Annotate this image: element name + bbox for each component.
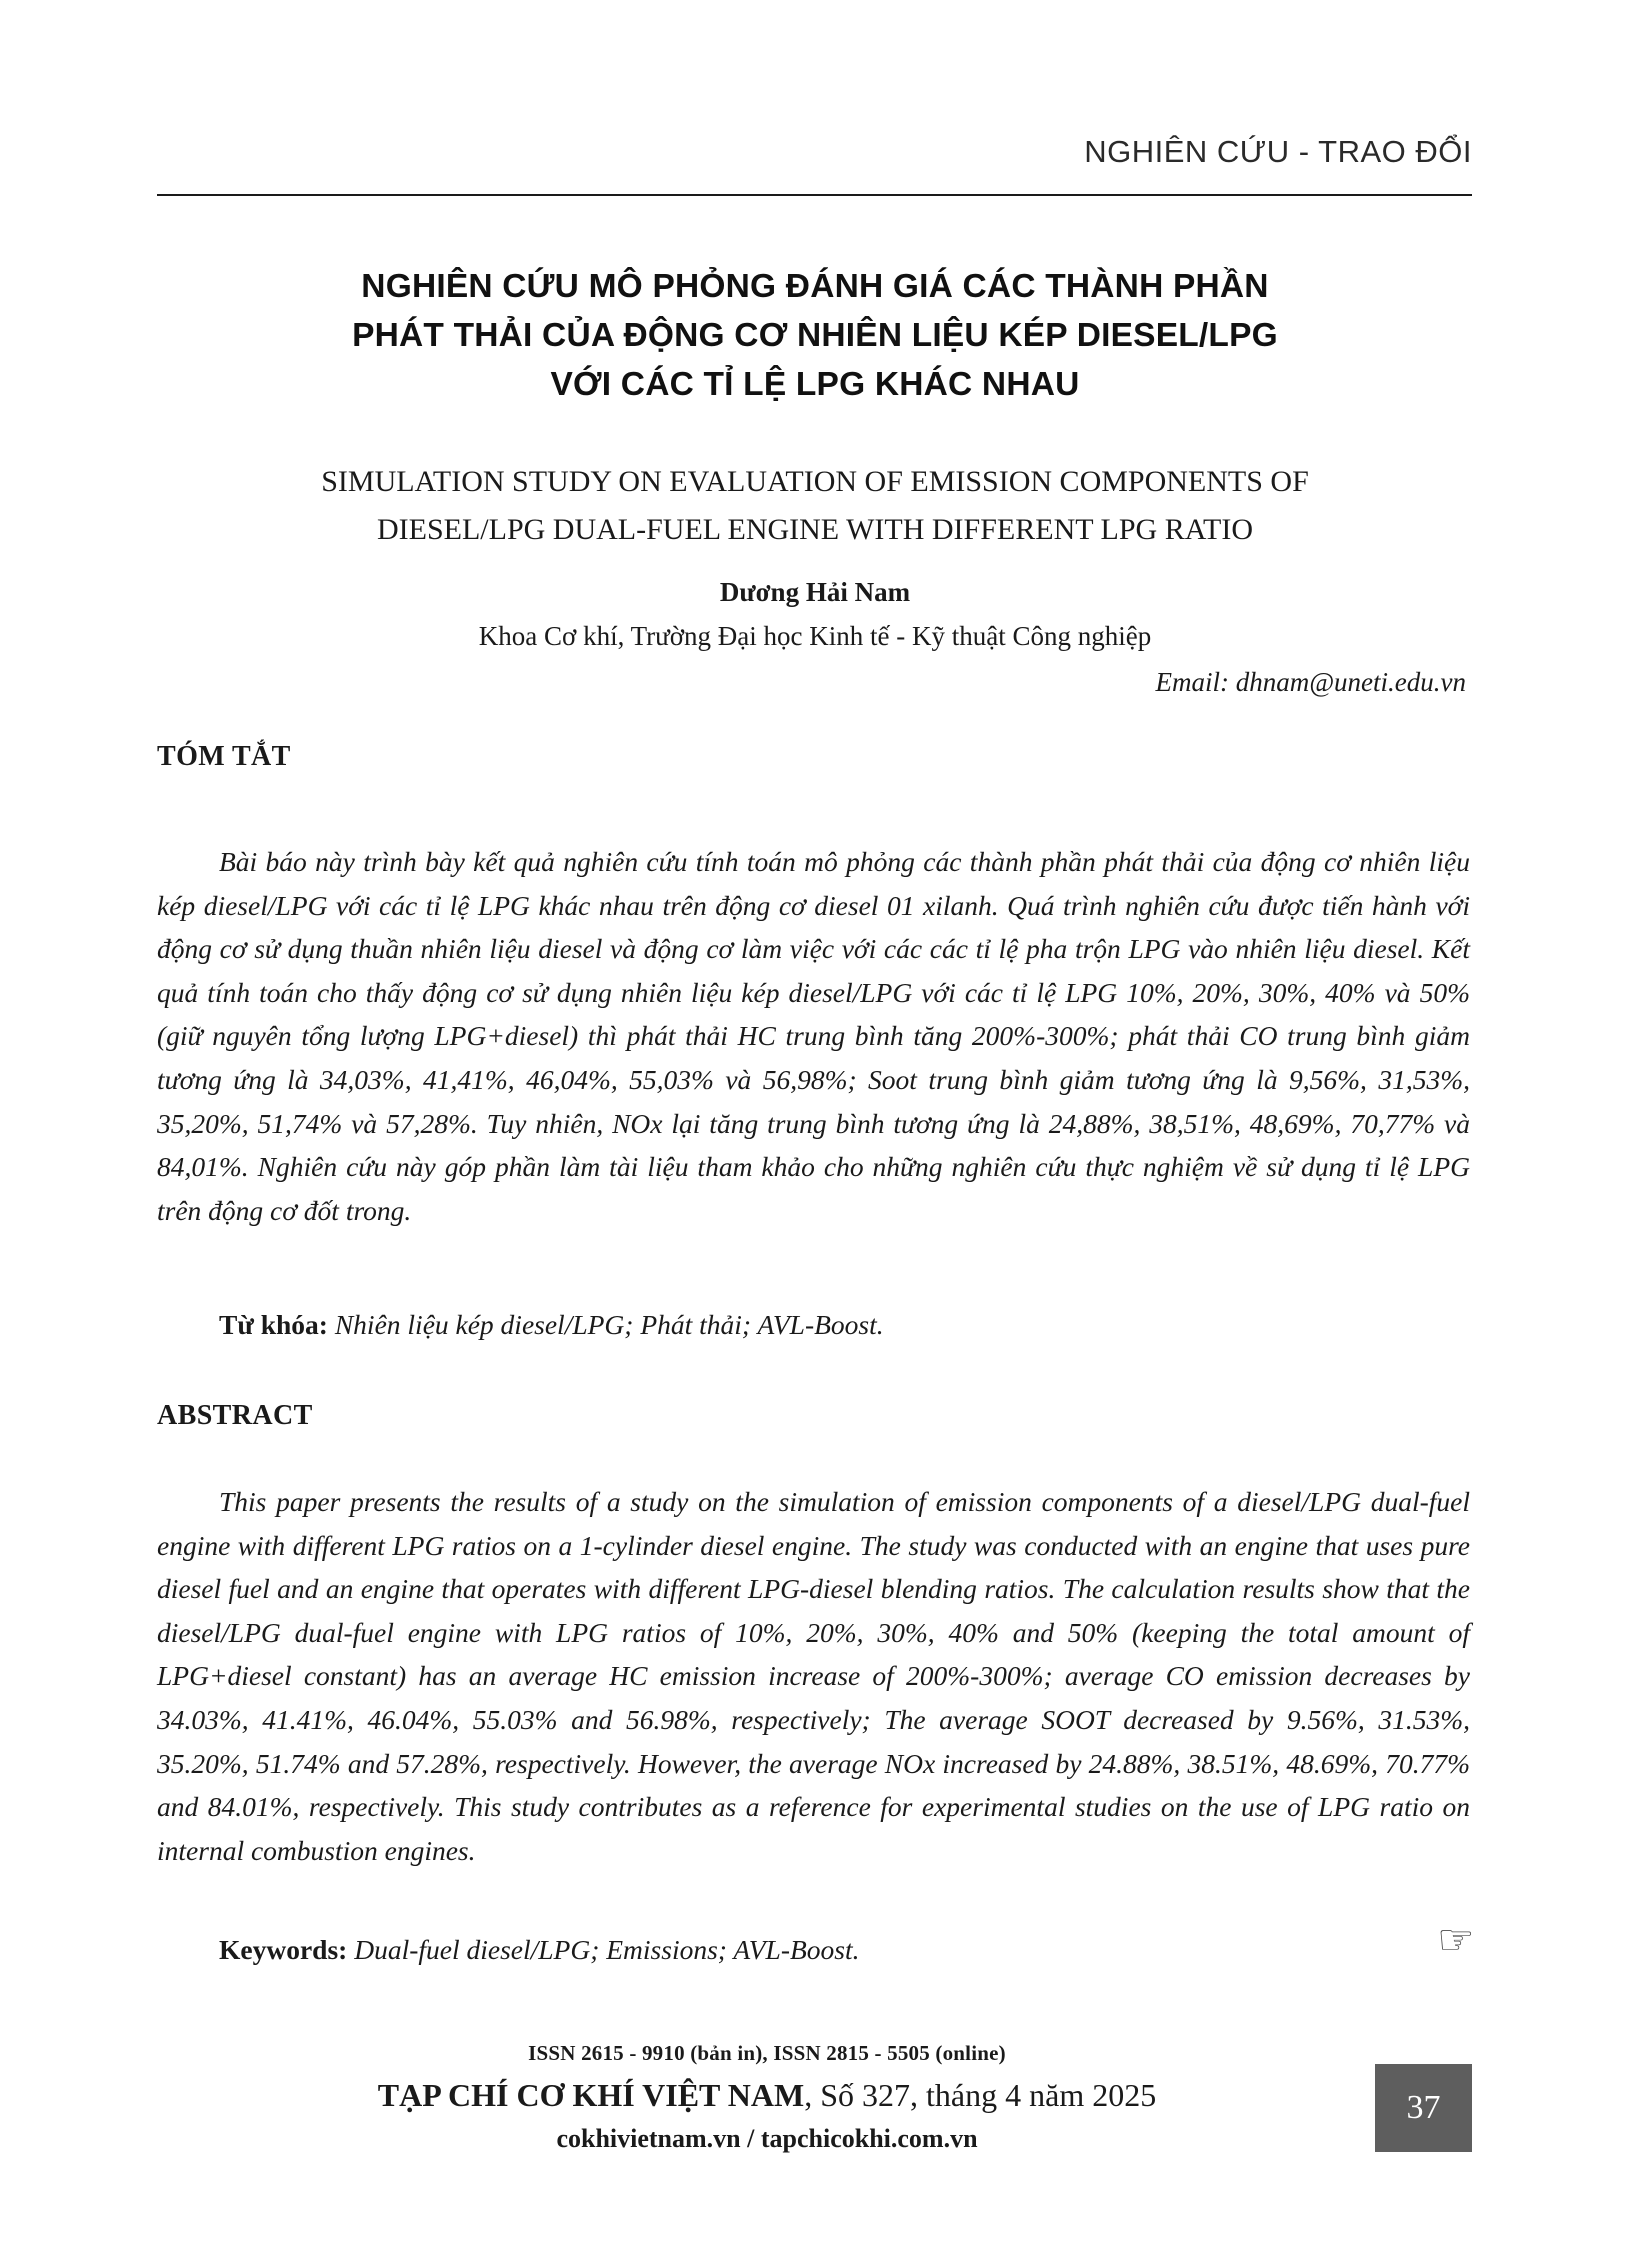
header-divider-rule xyxy=(157,194,1472,196)
keywords-english-label: Keywords: xyxy=(219,1934,348,1965)
title-vn-line-3: VỚI CÁC TỈ LỆ LPG KHÁC NHAU xyxy=(550,366,1080,403)
footer-journal-name: TẠP CHÍ CƠ KHÍ VIỆT NAM xyxy=(377,2077,805,2113)
author-email[interactable]: Email: dhnam@uneti.edu.vn xyxy=(1155,667,1466,697)
author-name: Dương Hải Nam xyxy=(719,577,911,607)
footer-issn: ISSN 2615 - 9910 (bản in), ISSN 2815 - 5505 (online) xyxy=(528,2041,1006,2065)
page-number-badge: 37 xyxy=(1375,2064,1472,2152)
running-head xyxy=(157,136,1472,167)
title-en-line-2: DIESEL/LPG DUAL-FUEL ENGINE WITH DIFFERENT LPG RATIO xyxy=(376,513,1254,546)
running-head-text: NGHIÊN CỨU - TRAO ĐỔI xyxy=(1084,134,1472,169)
title-en-line-1: SIMULATION STUDY ON EVALUATION OF EMISSION COMPONENTS OF xyxy=(321,465,1309,498)
title-vn-line-1: NGHIÊN CỨU MÔ PHỎNG ĐÁNH GIÁ CÁC THÀNH PHẦN xyxy=(361,268,1269,305)
author-affiliation: Khoa Cơ khí, Trường Đại học Kinh tế - Kỹ thuật Công nghiệp xyxy=(478,621,1152,651)
abstract-english-body: This paper presents the results of a study on the simulation of emission components of a diesel/LPG dual-fuel engine with different LPG ratios on a 1-cylinder diesel engine. The study was conducted with an engine that uses pure diesel fuel and an engine that operates with different LPG-diesel blending ratios. The calculation results show that the diesel/LPG dual-fuel engine with LPG ratios of 10%, 20%, 30%, 40% and 50% (keeping the total amount of LPG+diesel constant) has an average HC emission increase of 200%-300%; average CO emission decreases by 34.03%, 41.41%, 46.04%, 55.03% and 56.98%, respectively; The average SOOT decreased by 9.56%, 31.53%, 35.20%, 51.74% and 57.28%, respectively. However, the average NOx increased by 24.88%, 38.51%, 48.69%, 70.77% and 84.01%, respectively. This study contributes as a reference for experimental studies on the use of LPG ratio on internal combustion engines. xyxy=(157,1486,1470,1866)
keywords-vietnamese-value: Nhiên liệu kép diesel/LPG; Phát thải; AVL-Boost. xyxy=(334,1309,884,1340)
section-heading-abstract: ABSTRACT xyxy=(157,1400,313,1431)
title-vn-line-2: PHÁT THẢI CỦA ĐỘNG CƠ NHIÊN LIỆU KÉP DIESEL/LPG xyxy=(352,317,1278,354)
footer-website[interactable]: cokhivietnam.vn / tapchicokhi.com.vn xyxy=(556,2124,978,2153)
page-footer xyxy=(157,2038,1377,2158)
keywords-english-value: Dual-fuel diesel/LPG; Emissions; AVL-Boost. xyxy=(354,1934,860,1965)
pointing-hand-icon: ☞ xyxy=(1437,1915,1475,1964)
page-title-vietnamese xyxy=(185,262,1445,409)
footer-journal-issue: , Số 327, tháng 4 năm 2025 xyxy=(804,2077,1157,2113)
keywords-vietnamese-label: Từ khóa: xyxy=(219,1309,328,1340)
page-title-english xyxy=(185,458,1445,554)
section-heading-tomtat: TÓM TẮT xyxy=(157,741,291,772)
keywords-english xyxy=(157,1930,1470,1970)
keywords-vietnamese xyxy=(157,1305,1470,1345)
abstract-vietnamese-body: Bài báo này trình bày kết quả nghiên cứu tính toán mô phỏng các thành phần phát thải của động cơ nhiên liệu kép diesel/LPG với các tỉ lệ LPG khác nhau trên động cơ diesel 01 xilanh. Quá trình nghiên cứu được tiến hành với động cơ sử dụng thuần nhiên liệu diesel và động cơ làm việc với các các tỉ lệ pha trộn LPG vào nhiên liệu diesel. Kết quả tính toán cho thấy động cơ sử dụng nhiên liệu kép diesel/LPG với các tỉ lệ LPG 10%, 20%, 30%, 40% và 50% (giữ nguyên tổng lượng LPG+diesel) thì phát thải HC trung bình tăng 200%-300%; phát thải CO trung bình giảm tương ứng là 34,03%, 41,41%, 46,04%, 55,03% và 56,98%; Soot trung bình giảm tương ứng là 9,56%, 31,53%, 35,20%, 51,74% và 57,28%. Tuy nhiên, NOx lại tăng trung bình tương ứng là 24,88%, 38,51%, 48,69%, 70,77% và 84,01%. Nghiên cứu này góp phần làm tài liệu tham khảo cho những nghiên cứu thực nghiệm về sử dụng tỉ lệ LPG trên động cơ đốt trong. xyxy=(157,846,1470,1226)
footer-journal-line xyxy=(157,2072,1377,2118)
